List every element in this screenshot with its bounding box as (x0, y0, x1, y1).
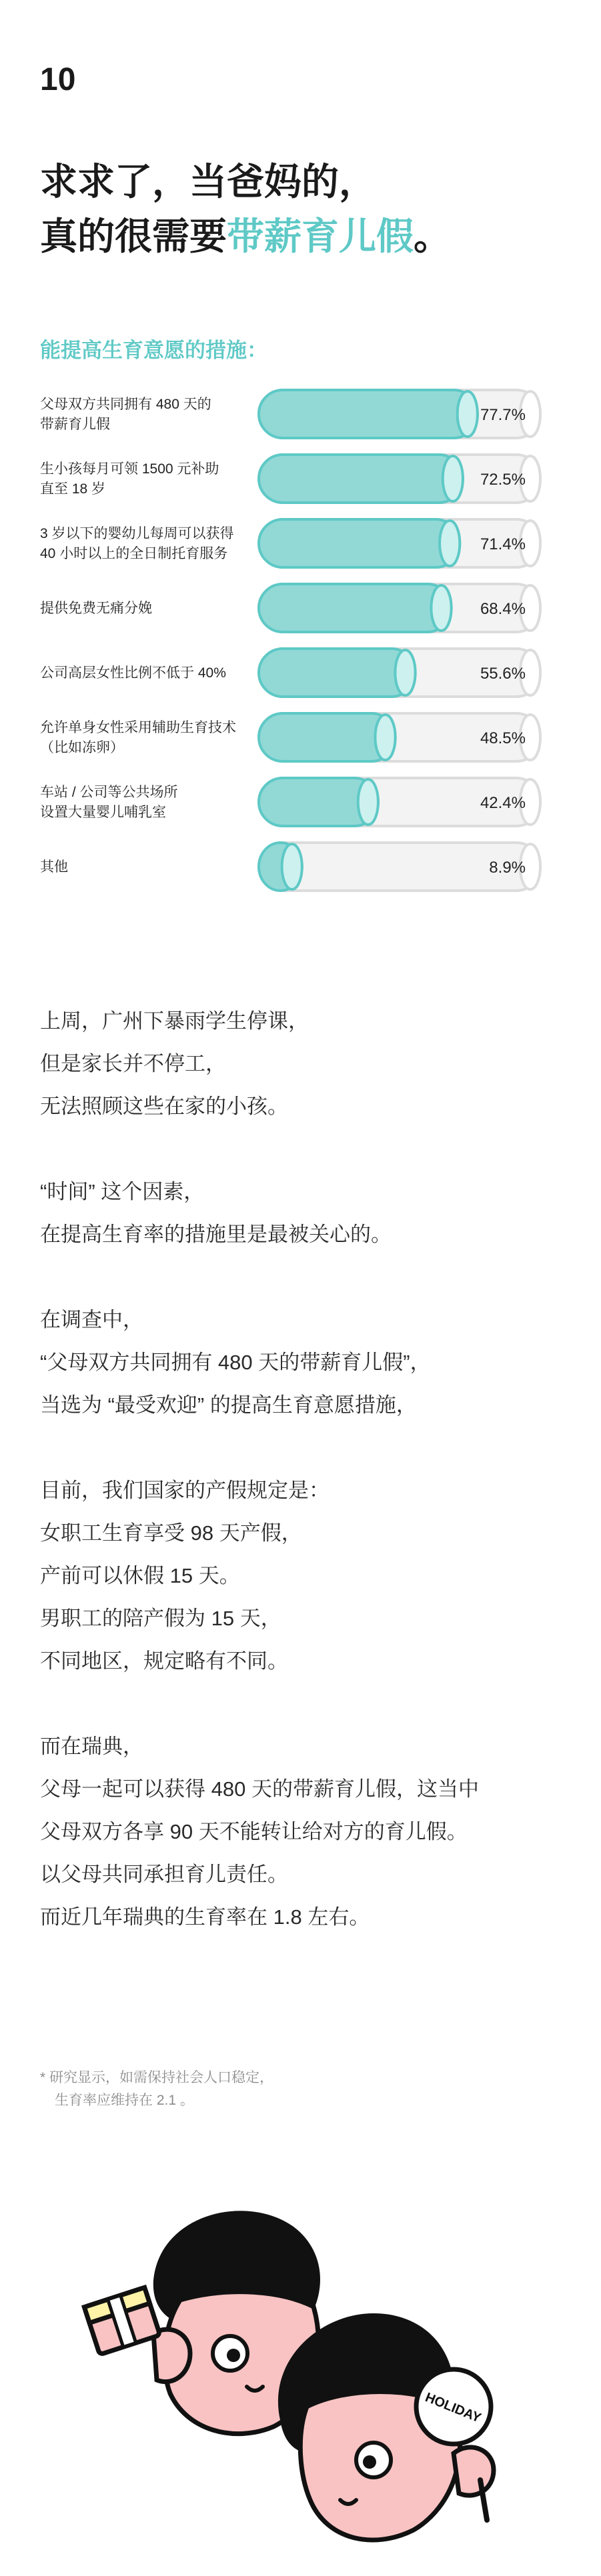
footnote-line-1: * 研究显示，如需保持社会人口稳定， (40, 2070, 274, 2085)
body-p2-line-2: 在提高生育率的措施里是最被关心的。 (40, 1223, 392, 1246)
body-p3-line-3: 当选为 “最受欢迎” 的提高生育意愿措施， (40, 1393, 417, 1417)
category-label-0-1: 带薪育儿假 (40, 417, 110, 432)
body-text (40, 1000, 574, 1939)
body-p3-line-2: “父母双方共同拥有 480 天的带薪育儿假”， (40, 1351, 431, 1374)
category-label-5-0: 允许单身女性采用辅助生育技术 (40, 720, 236, 735)
bar-2 (259, 519, 460, 567)
bar-value-label-0: 77.7% (480, 406, 526, 424)
bar-cap-2 (440, 521, 460, 566)
category-label-6-0: 车站 / 公司等公共场所 (40, 785, 178, 800)
bar-value-label-1: 72.5% (480, 471, 526, 489)
footnote-line-2: 生育率应维持在 2.1 。 (55, 2093, 194, 2108)
category-label-4-0: 公司高层女性比例不低于 40% (40, 665, 226, 681)
body-p1-line-2: 但是家长并不停工， (40, 1052, 226, 1075)
category-label-1-0: 生小孩每月可领 1500 元补助 (40, 461, 219, 477)
body-p4-line-3: 产前可以休假 15 天。 (40, 1564, 240, 1587)
bar-cap-1 (443, 456, 463, 501)
headline-accent: 带薪育儿假 (227, 215, 414, 257)
bar-value-label-6: 42.4% (480, 794, 526, 812)
body-p4-line-2: 女职工生育享受 98 天产假， (40, 1521, 302, 1545)
parents-illustration (27, 2167, 574, 2553)
bar-cap-5 (375, 715, 395, 760)
page-number: 10 (40, 62, 76, 97)
category-label-7-0: 其他 (40, 859, 68, 875)
character-right (278, 2313, 494, 2540)
bar-4 (259, 649, 416, 697)
headline-line-2-prefix: 真的很需要 (40, 215, 227, 257)
gift-box-icon (84, 2287, 160, 2355)
bar-value-label-7: 8.9% (489, 859, 526, 877)
character-right-pupil (363, 2455, 376, 2469)
chart-title: 能提高生育意愿的措施： (40, 339, 267, 362)
body-p4-line-1: 目前，我们国家的产假规定是： (40, 1479, 330, 1502)
headline (40, 155, 560, 264)
headline-line-2 (40, 209, 560, 264)
body-p5-line-3: 父母双方各享 90 天不能转让给对方的育儿假。 (40, 1820, 468, 1843)
category-label-3-0: 提供免费无痛分娩 (40, 601, 152, 616)
body-p1-line-3: 无法照顾这些在家的小孩。 (40, 1095, 288, 1118)
category-label-2-0: 3 岁以下的婴幼儿每周可以获得 (40, 526, 234, 541)
bar-cap-0 (458, 391, 478, 437)
category-label-1-1: 直至 18 岁 (40, 481, 106, 497)
bar-cap-7 (282, 844, 302, 889)
bar-chart (0, 373, 601, 947)
category-label-0-0: 父母双方共同拥有 480 天的 (40, 397, 211, 412)
body-p5-line-1: 而在瑞典， (40, 1735, 143, 1758)
body-p5-line-4: 以父母共同承担育儿责任。 (40, 1863, 288, 1886)
bar-3 (259, 584, 452, 632)
holiday-sign (416, 2369, 491, 2444)
headline-line-1: 求求了，当爸妈的， (40, 161, 376, 203)
body-p3-line-1: 在调查中， (40, 1308, 143, 1331)
body-p4-line-5: 不同地区，规定略有不同。 (40, 1649, 288, 1673)
category-label-5-1: （比如冻卵） (40, 740, 124, 755)
headline-line-2-suffix: 。 (414, 215, 451, 257)
category-label-6-1: 设置大量婴儿哺乳室 (40, 805, 166, 820)
body-p1-line-1: 上周，广州下暴雨学生停课， (40, 1009, 309, 1033)
bar-1 (259, 455, 463, 503)
bar-cap-3 (431, 585, 451, 631)
character-left-pupil (227, 2349, 240, 2362)
bar-cap-4 (395, 650, 415, 695)
bar-value-label-3: 68.4% (480, 600, 526, 618)
bar-value-label-4: 55.6% (480, 665, 526, 683)
body-p5-line-5: 而近几年瑞典的生育率在 1.8 左右。 (40, 1905, 370, 1929)
bar-0 (259, 390, 478, 438)
bar-cap-6 (358, 779, 378, 825)
category-label-2-1: 40 小时以上的全日制托育服务 (40, 546, 228, 561)
bar-value-label-2: 71.4% (480, 535, 526, 553)
body-p5-line-2: 父母一起可以获得 480 天的带薪育儿假，这当中 (40, 1777, 479, 1801)
character-right-hand (454, 2447, 494, 2495)
body-p2-line-1: “时间” 这个因素， (40, 1180, 205, 1203)
body-p4-line-4: 男职工的陪产假为 15 天， (40, 1607, 281, 1630)
footnote (40, 2067, 547, 2112)
bar-value-label-5: 48.5% (480, 729, 526, 747)
holiday-sign-text: HOLIDAY (423, 2390, 484, 2426)
